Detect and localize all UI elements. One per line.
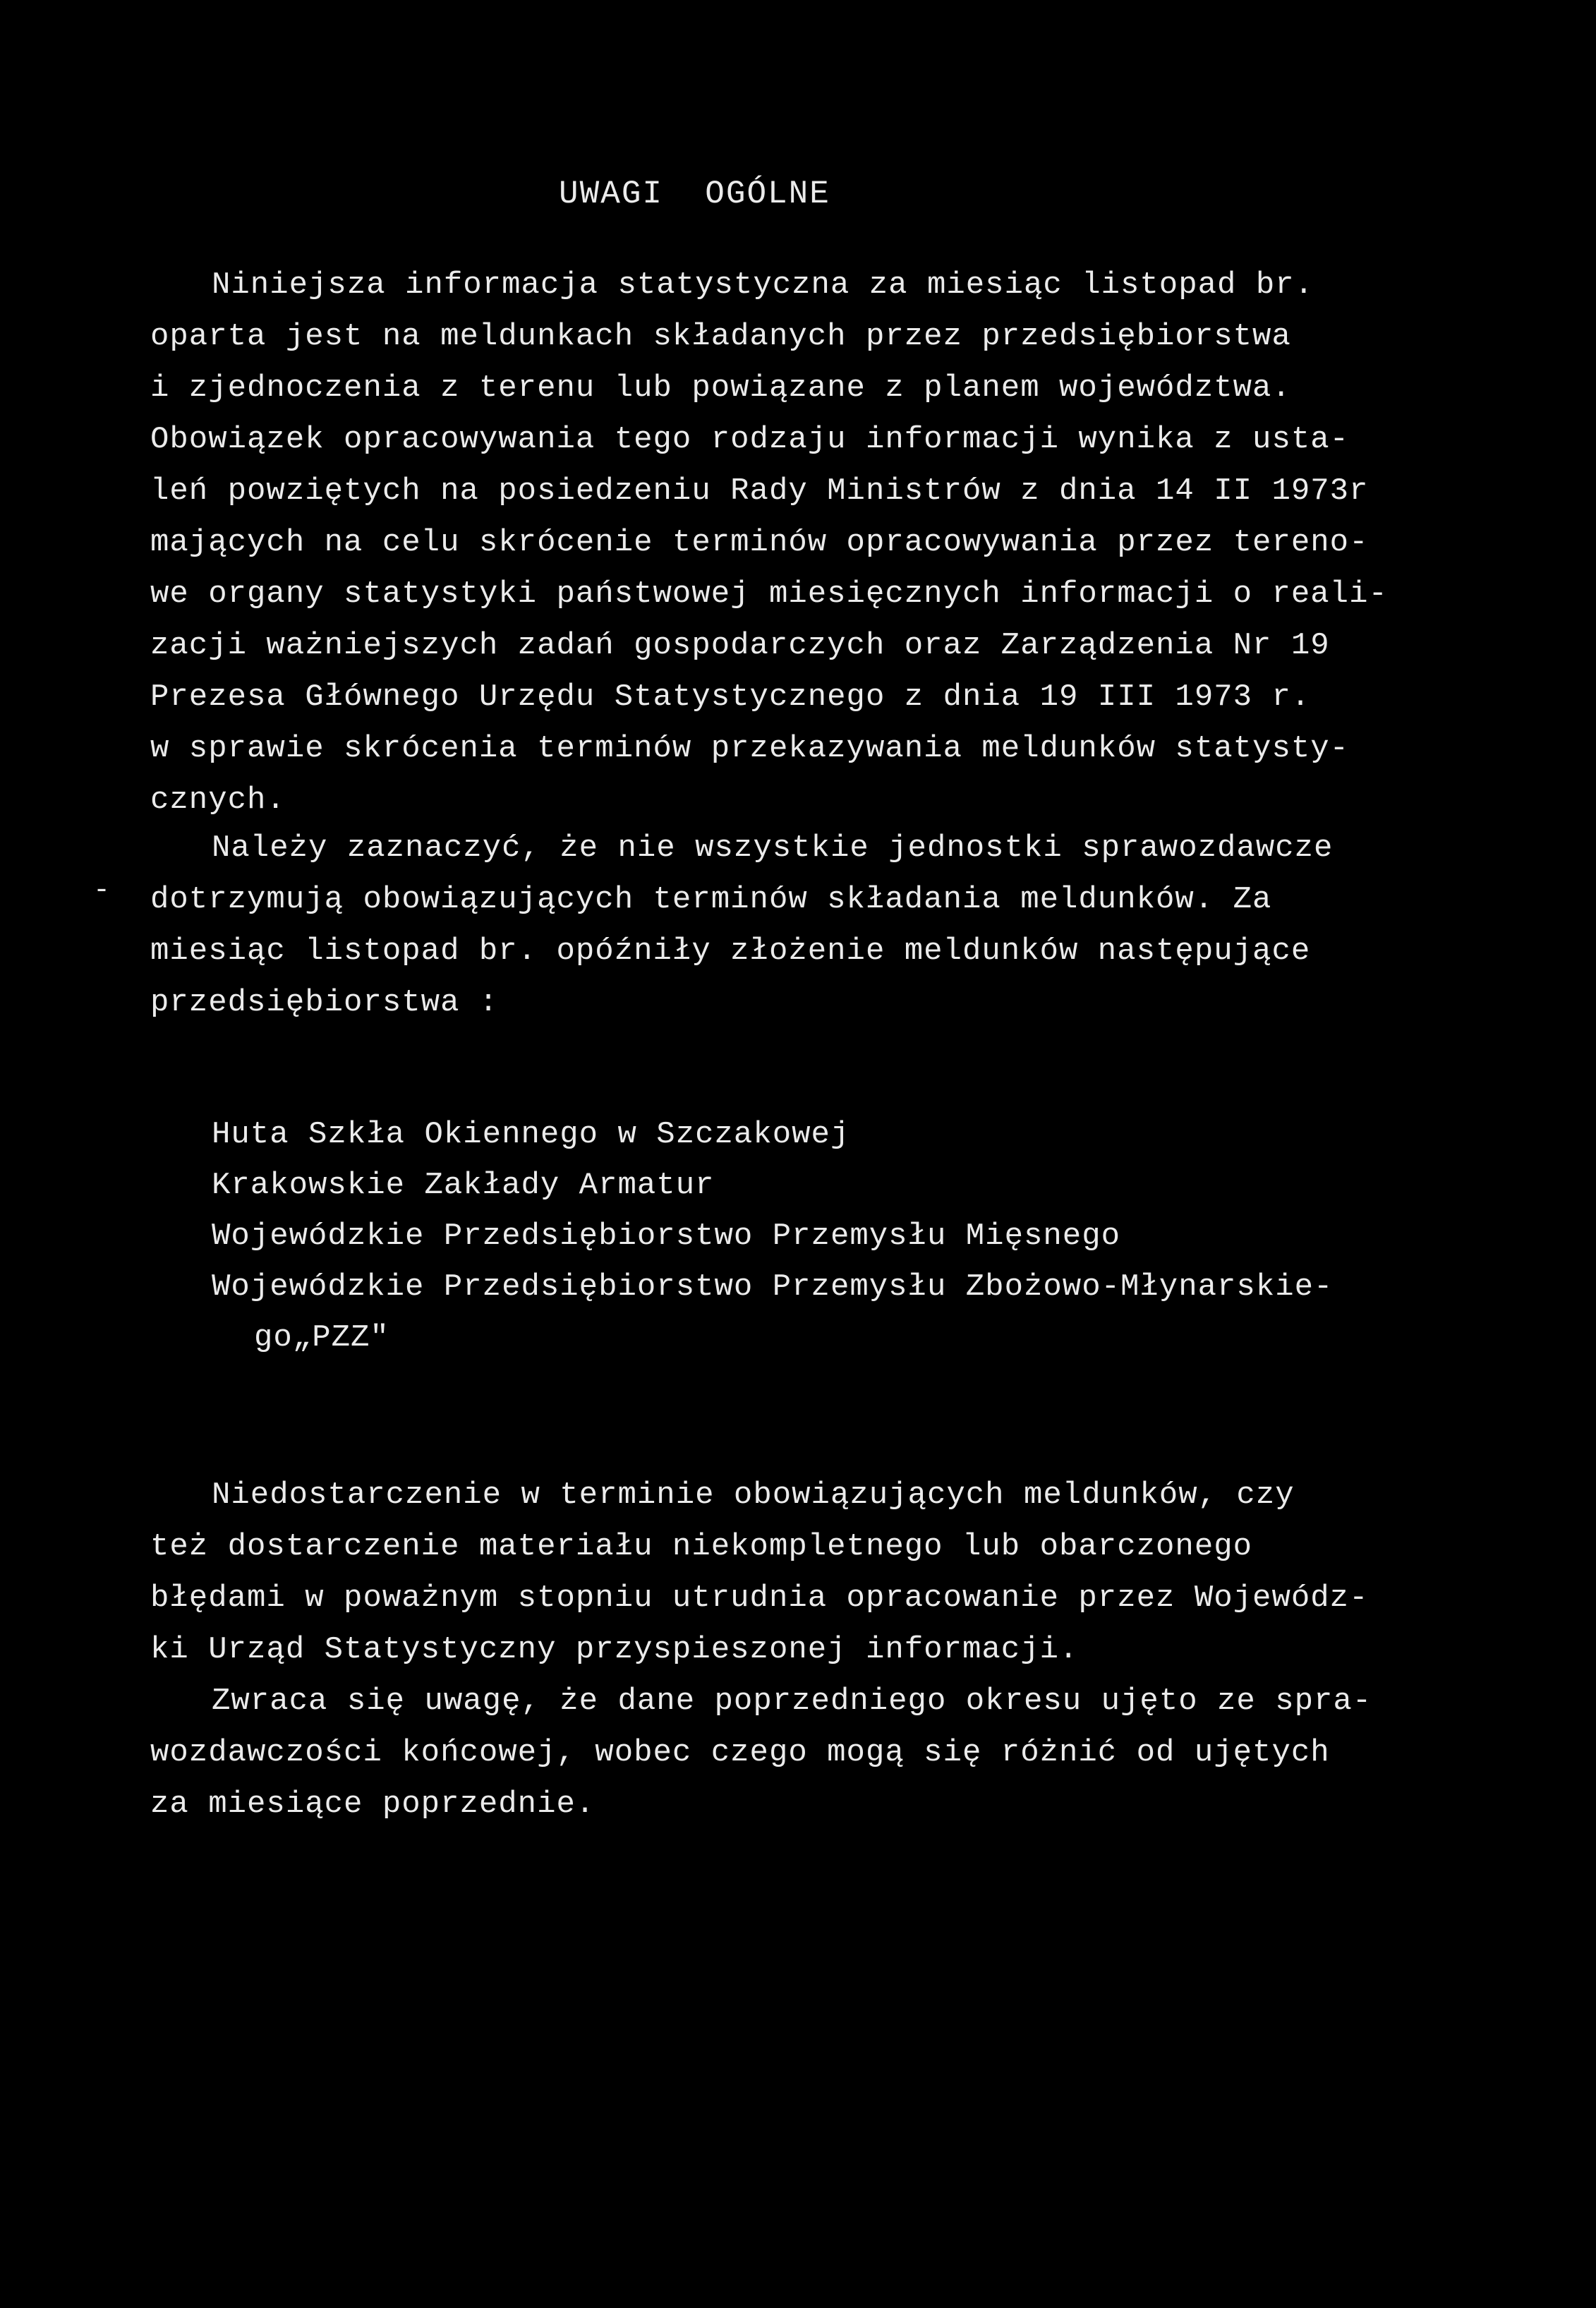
paragraph-line: przedsiębiorstwa :	[150, 985, 499, 1020]
paragraph-line: we organy statystyki państwowej miesięcznych informacji o reali-	[150, 576, 1388, 612]
paragraph-line: Niniejsza informacja statystyczna za miesiąc listopad br.	[212, 267, 1314, 303]
paragraph-line: cznych.	[150, 783, 286, 818]
paragraph-line: Niedostarczenie w terminie obowiązujących meldunków, czy	[212, 1478, 1295, 1513]
paragraph-line: Należy zaznaczyć, że nie wszystkie jednostki sprawozdawcze	[212, 830, 1334, 866]
enterprise-list-item: Wojewódzkie Przedsiębiorstwo Przemysłu Zbożowo-Młynarskie-	[212, 1269, 1334, 1305]
page-title: UWAGI OGÓLNE	[559, 176, 830, 212]
enterprise-list-item: go„PZZ"	[254, 1320, 389, 1355]
enterprise-list-item: Huta Szkła Okiennego w Szczakowej	[212, 1117, 850, 1152]
paragraph-line: w sprawie skrócenia terminów przekazywania meldunków statysty-	[150, 731, 1350, 766]
paragraph-line: oparta jest na meldunkach składanych przez przedsiębiorstwa	[150, 319, 1291, 354]
paragraph-line: Zwraca się uwagę, że dane poprzedniego okresu ujęto ze spra-	[212, 1684, 1372, 1719]
paragraph-line: mających na celu skrócenie terminów opracowywania przez tereno-	[150, 525, 1369, 560]
paragraph-line: leń powziętych na posiedzeniu Rady Ministrów z dnia 14 II 1973r	[150, 473, 1369, 509]
margin-mark: -	[93, 875, 111, 907]
paragraph-line: wozdawczości końcowej, wobec czego mogą się różnić od ujętych	[150, 1735, 1330, 1770]
paragraph-line: błędami w poważnym stopniu utrudnia opracowanie przez Wojewódz-	[150, 1581, 1369, 1616]
paragraph-line: ki Urząd Statystyczny przyspieszonej informacji.	[150, 1632, 1079, 1667]
paragraph-line: też dostarczenie materiału niekompletnego lub obarczonego	[150, 1529, 1253, 1564]
paragraph-line: i zjednoczenia z terenu lub powiązane z planem województwa.	[150, 370, 1291, 406]
paragraph-line: miesiąc listopad br. opóźniły złożenie meldunków następujące	[150, 934, 1311, 969]
paragraph-line: Prezesa Głównego Urzędu Statystycznego z dnia 19 III 1973 r.	[150, 679, 1311, 715]
enterprise-list-item: Krakowskie Zakłady Armatur	[212, 1168, 715, 1203]
paragraph-line: dotrzymują obowiązujących terminów składania meldunków. Za	[150, 882, 1272, 917]
paragraph-line: Obowiązek opracowywania tego rodzaju informacji wynika z usta-	[150, 422, 1350, 457]
paragraph-line: zacji ważniejszych zadań gospodarczych oraz Zarządzenia Nr 19	[150, 628, 1330, 663]
enterprise-list-item: Wojewódzkie Przedsiębiorstwo Przemysłu Mięsnego	[212, 1219, 1121, 1254]
paragraph-line: za miesiące poprzednie.	[150, 1787, 596, 1822]
